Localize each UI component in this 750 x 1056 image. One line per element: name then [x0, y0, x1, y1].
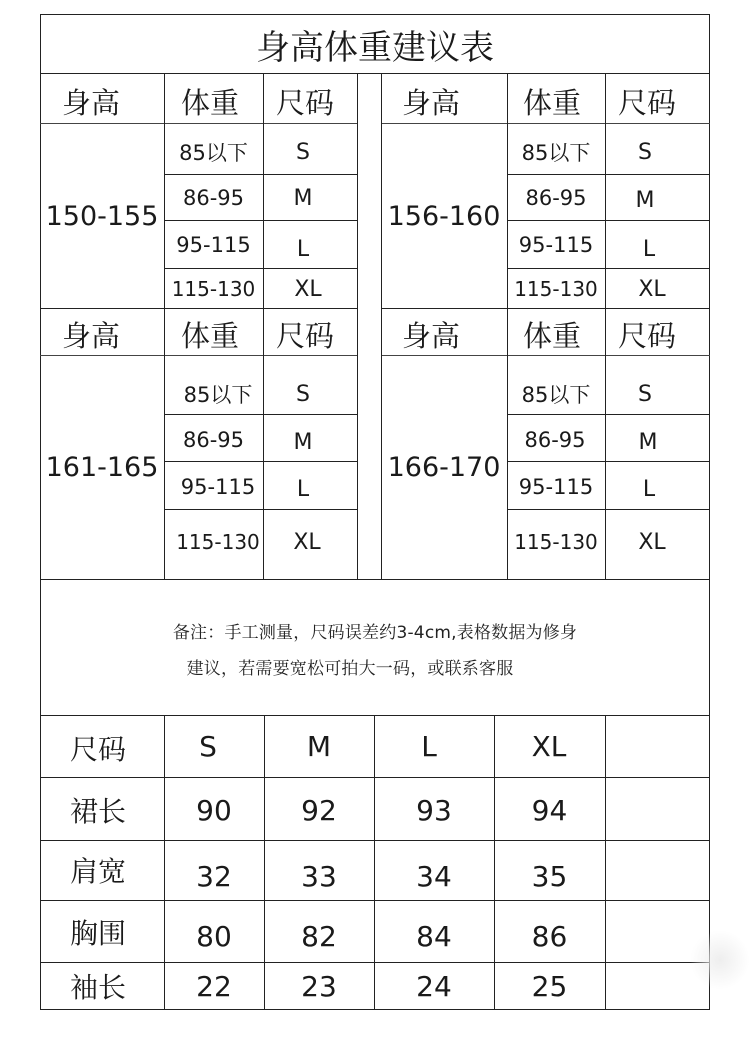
section-divider — [40, 579, 710, 580]
height-range: 150-155 — [45, 200, 159, 232]
header-height: 身高 — [61, 318, 120, 353]
size-cell: L — [296, 236, 310, 262]
measure-value: 92 — [301, 793, 337, 827]
header-weight: 体重 — [180, 85, 239, 120]
weight-cell: 115-130 — [514, 530, 598, 554]
weight-cell: 86-95 — [524, 428, 586, 452]
measure-value: 33 — [301, 859, 337, 893]
weight-cell: 86-95 — [525, 186, 587, 210]
weight-cell: 85以下 — [521, 383, 591, 407]
measure-value: 25 — [531, 969, 568, 1003]
size-cell: L — [642, 236, 656, 262]
weight-cell: 85以下 — [179, 141, 248, 165]
size-cell: S — [638, 139, 652, 165]
size-cell: M — [293, 185, 313, 211]
header-size: 尺码 — [275, 85, 334, 120]
size-cell: XL — [638, 276, 666, 302]
size-cell: S — [296, 139, 310, 165]
row-divider — [164, 174, 358, 175]
measure-value: 22 — [196, 969, 232, 1003]
weight-cell: 115-130 — [171, 277, 256, 301]
measure-size-header: M — [306, 729, 332, 763]
col-divider — [605, 715, 606, 1010]
size-cell: L — [296, 476, 310, 502]
weight-cell: 95-115 — [180, 475, 256, 499]
border-right — [709, 14, 710, 1010]
header-height: 身高 — [61, 85, 120, 120]
header-weight: 体重 — [522, 85, 581, 120]
header-height: 身高 — [401, 85, 460, 120]
size-cell: M — [635, 187, 655, 213]
measure-value: 84 — [416, 919, 452, 953]
measure-value: 93 — [416, 793, 452, 827]
col-divider — [357, 73, 358, 308]
measure-row-label: 裙长 — [69, 795, 126, 828]
measure-row-label: 胸围 — [69, 917, 126, 950]
col-divider — [357, 308, 358, 579]
measure-value: 35 — [531, 859, 568, 893]
header-size: 尺码 — [617, 318, 676, 353]
section-divider — [381, 308, 710, 309]
size-cell: XL — [294, 276, 322, 302]
size-cell: S — [296, 381, 310, 407]
weight-cell: 95-115 — [518, 475, 594, 499]
measure-value: 23 — [301, 969, 337, 1003]
size-cell: XL — [293, 529, 321, 555]
measure-size-header: XL — [531, 729, 567, 763]
measure-value: 86 — [531, 919, 568, 953]
note-line-1: 备注：手工测量，尺码误差约3-4cm,表格数据为修身 — [172, 622, 578, 643]
weight-cell: 95-115 — [176, 233, 251, 257]
size-cell: XL — [638, 529, 666, 555]
header-weight: 体重 — [522, 318, 581, 353]
measure-row-label: 袖长 — [69, 971, 126, 1004]
height-range: 156-160 — [387, 200, 501, 232]
page-title: 身高体重建议表 — [256, 27, 494, 68]
measure-value: 80 — [196, 919, 232, 953]
measure-value: 94 — [531, 793, 568, 827]
height-range: 161-165 — [45, 452, 159, 483]
header-size: 尺码 — [275, 318, 334, 353]
measure-size-header: L — [421, 729, 437, 763]
header-size: 尺码 — [617, 85, 676, 120]
size-cell: M — [638, 429, 658, 455]
weight-cell: 85以下 — [521, 141, 591, 165]
measure-value: 82 — [301, 919, 337, 953]
measure-value: 34 — [416, 859, 452, 893]
header-weight: 体重 — [180, 318, 239, 353]
corner-shadow — [690, 930, 750, 990]
title-divider — [40, 73, 710, 74]
measure-value: 32 — [196, 859, 232, 893]
size-cell: S — [638, 381, 652, 407]
size-cell: M — [293, 429, 313, 455]
header-height: 身高 — [401, 318, 460, 353]
weight-cell: 95-115 — [518, 233, 594, 257]
measure-size-header: S — [199, 729, 217, 763]
measure-row-label: 肩宽 — [69, 855, 126, 888]
weight-cell: 115-130 — [176, 530, 260, 554]
measure-value: 24 — [416, 969, 452, 1003]
section-divider — [40, 308, 358, 309]
weight-cell: 86-95 — [182, 186, 245, 210]
measure-value: 90 — [196, 793, 232, 827]
note-line-2: 建议，若需要宽松可拍大一码，或联系客服 — [186, 658, 514, 679]
weight-cell: 85以下 — [183, 383, 253, 407]
weight-cell: 86-95 — [182, 428, 245, 452]
weight-cell: 115-130 — [514, 277, 598, 301]
height-range: 166-170 — [387, 452, 501, 483]
size-cell: L — [642, 476, 656, 502]
measure-header-label: 尺码 — [69, 733, 126, 766]
row-divider — [507, 174, 710, 175]
row-divider — [164, 220, 358, 221]
